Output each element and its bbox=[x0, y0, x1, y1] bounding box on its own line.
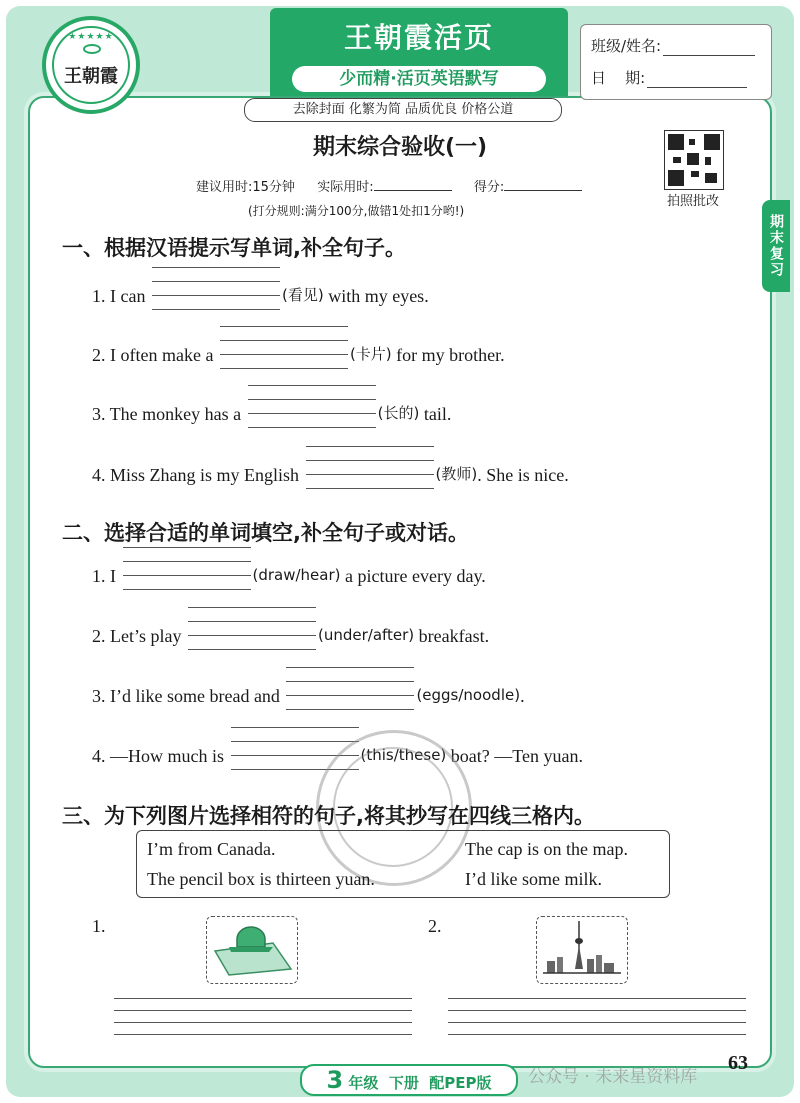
picture-1-number: 1. bbox=[92, 916, 106, 936]
section3-title: 三、为下列图片选择相符的句子,将其抄写在四线三格内。 bbox=[62, 804, 595, 828]
qr-label: 拍照批改 bbox=[666, 194, 719, 209]
exam-title: 期末综合验收(一) bbox=[312, 135, 488, 160]
actual-time-label: 实际用时: bbox=[317, 180, 374, 195]
writing-lines-2[interactable] bbox=[448, 998, 746, 1038]
s2-question-3: 3. I’d like some bread and (eggs/noodle). bbox=[92, 679, 525, 709]
answer-line[interactable] bbox=[248, 399, 376, 429]
s1-question-3: 3. The monkey has a (长的) tail. bbox=[92, 397, 451, 427]
grade-number: 3 bbox=[326, 1066, 344, 1094]
exam-meta bbox=[196, 176, 582, 195]
s1-question-1: 1. I can (看见) with my eyes. bbox=[92, 279, 429, 309]
banner-subtitle: 少而精·活页英语默写 bbox=[292, 66, 546, 92]
answer-line[interactable] bbox=[306, 460, 434, 490]
banner bbox=[270, 8, 568, 96]
section2-title: 二、选择合适的单词填空,补全句子或对话。 bbox=[62, 521, 469, 545]
section1-title: 一、根据汉语提示写单词,补全句子。 bbox=[62, 236, 406, 260]
answer-line[interactable] bbox=[188, 621, 316, 651]
s2-question-1: 1. I (draw/hear) a picture every day. bbox=[92, 559, 486, 589]
option-1: I’m from Canada. bbox=[147, 839, 276, 859]
cap-on-map-icon bbox=[206, 916, 298, 984]
page-number: 63 bbox=[728, 1052, 748, 1074]
actual-time-field[interactable] bbox=[374, 178, 452, 191]
date-row bbox=[591, 67, 747, 88]
star-icon: ★★★★★ bbox=[68, 32, 114, 42]
eye-icon bbox=[83, 44, 101, 54]
grade-text: 年级 下册 配PEP版 bbox=[348, 1074, 492, 1092]
name-box bbox=[580, 24, 772, 100]
answer-line[interactable] bbox=[123, 561, 251, 591]
answer-line[interactable] bbox=[220, 340, 348, 370]
s2-question-4: 4. —How much is (this/these) boat? —Ten yuan. bbox=[92, 739, 583, 769]
score-label: 得分: bbox=[473, 180, 505, 195]
sentence-options-box bbox=[136, 830, 670, 898]
picture-2-number: 2. bbox=[428, 916, 442, 936]
footer-watermark: 公众号 · 未来星资料库 bbox=[528, 1067, 698, 1087]
class-name-label: 班级/姓名: bbox=[591, 37, 662, 55]
option-2: The cap is on the map. bbox=[465, 839, 628, 859]
s1-question-2: 2. I often make a (卡片) for my brother. bbox=[92, 338, 505, 368]
side-tab: 期末复习 bbox=[762, 200, 790, 292]
option-3: The pencil box is thirteen yuan. bbox=[147, 869, 375, 889]
banner-title: 王朝霞活页 bbox=[343, 21, 494, 54]
s1-question-4: 4. Miss Zhang is my English (教师). She is nice. bbox=[92, 458, 569, 488]
date-label: 日 期: bbox=[591, 69, 646, 87]
answer-line[interactable] bbox=[152, 281, 280, 311]
score-field[interactable] bbox=[504, 178, 582, 191]
qr-code-icon[interactable] bbox=[664, 130, 724, 190]
option-4: I’d like some milk. bbox=[465, 869, 602, 889]
logo bbox=[42, 16, 140, 114]
scoring-rule: (打分规则:满分100分,做错1处扣1分哟!) bbox=[248, 204, 465, 218]
slogan: 去除封面 化繁为简 品质优良 价格公道 bbox=[244, 98, 562, 122]
date-field[interactable] bbox=[647, 71, 747, 88]
class-name-field[interactable] bbox=[663, 39, 755, 56]
suggested-time: 建议用时:15分钟 bbox=[196, 180, 295, 195]
writing-lines-1[interactable] bbox=[114, 998, 412, 1038]
answer-line[interactable] bbox=[286, 681, 414, 711]
s2-question-2: 2. Let’s play (under/after) breakfast. bbox=[92, 619, 489, 649]
logo-brand: 王朝霞 bbox=[64, 66, 118, 87]
class-name-row bbox=[591, 35, 755, 56]
city-skyline-icon bbox=[536, 916, 628, 984]
grade-badge bbox=[300, 1064, 518, 1096]
